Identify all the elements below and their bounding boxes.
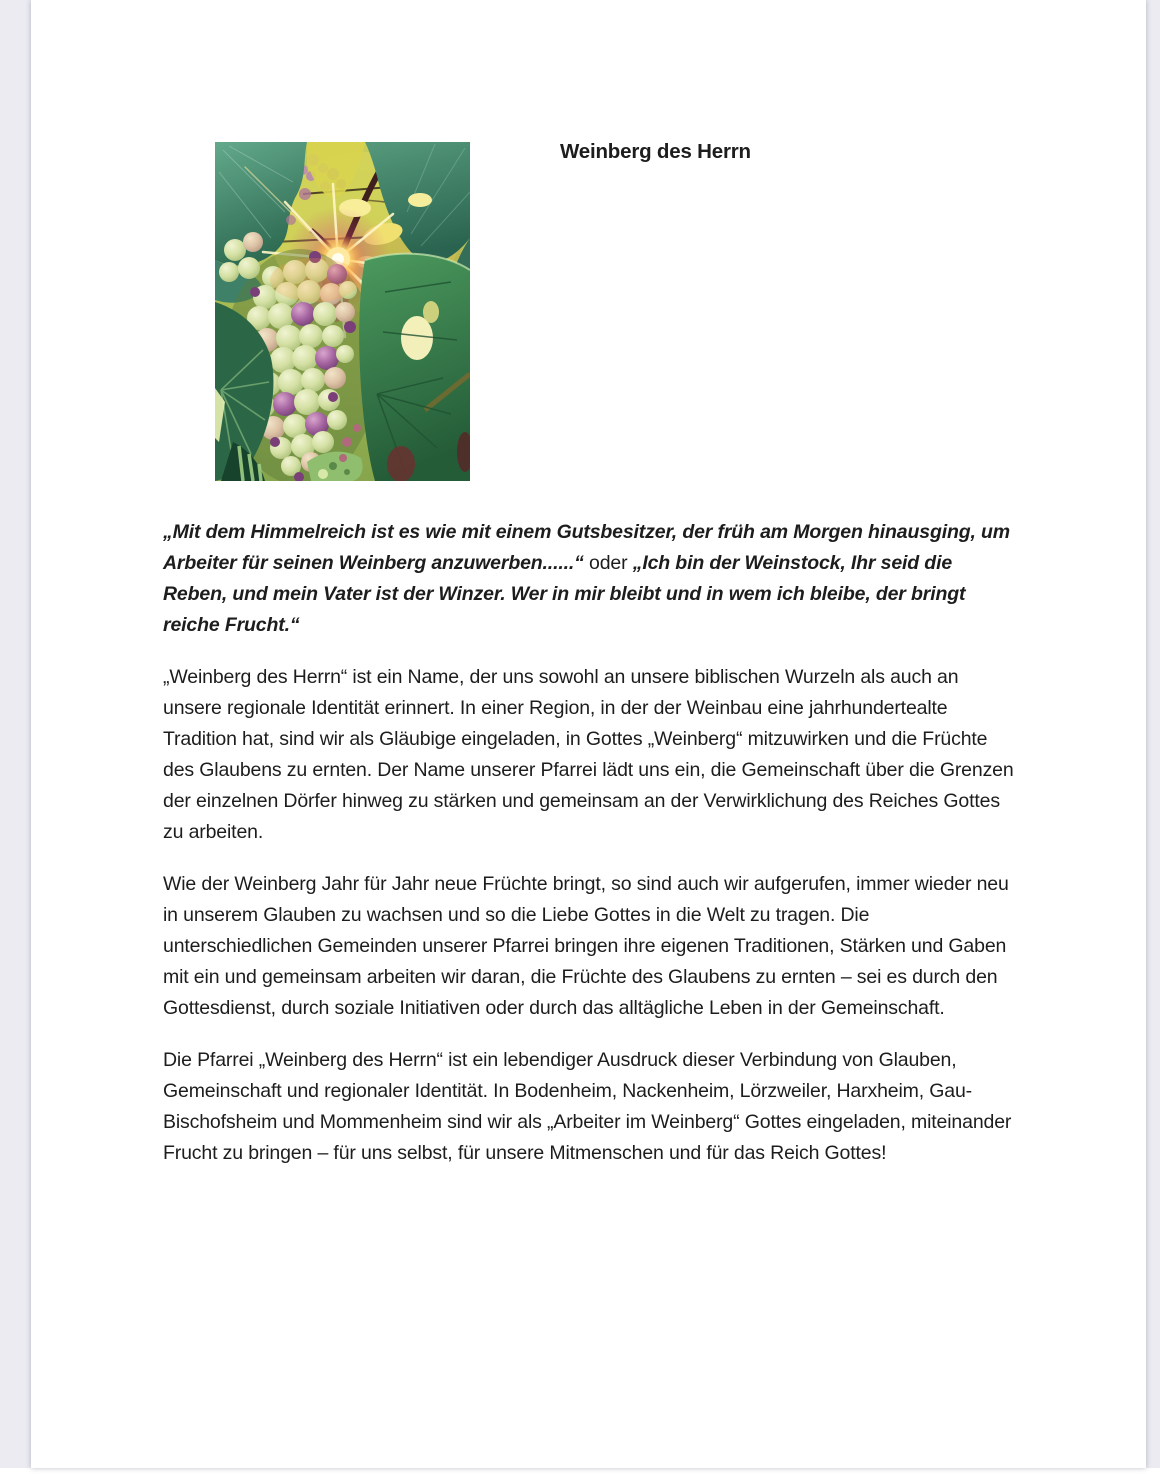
document-page: [31, 0, 1146, 1468]
body-paragraph-2: Wie der Weinberg Jahr für Jahr neue Früchte bringt, so sind auch wir aufgerufen, immer wieder neu in unserem Glauben zu wachsen und so die Liebe Gottes in die Welt zu tragen. Die unterschiedlichen Gemeinden unserer Pfarrei bringen ihre eigenen Traditionen, Stärken und Gaben mit ein und gemeinsam arbeiten wir daran, die Früchte des Glaubens zu ernten – sei es durch den Gottesdienst, durch soziale Initiativen oder durch das alltägliche Leben in der Gemeinschaft.: [163, 873, 1009, 1019]
body-paragraph-1: „Weinberg des Herrn“ ist ein Name, der uns sowohl an unsere biblischen Wurzeln als auch an unsere regionale Identität erinnert. In einer Region, in der der Weinbau eine jahrhundertealte Tradition hat, sind wir als Gläubige eingeladen, in Gottes „Weinberg“ mitzuwirken und die Früchte des Glaubens zu ernten. Der Name unserer Pfarrei lädt uns ein, die Gemeinschaft über die Grenzen der einzelnen Dörfer hinweg zu stärken und gemeinsam an der Verwirklichung des Reiches Gottes zu arbeiten.: [163, 666, 1014, 843]
quote-part-1: „Mit dem Himmelreich ist es wie mit einem Gutsbesitzer, der früh am Morgen hinausging, um Arbeiter für seinen Weinberg anzuwerben......“: [163, 521, 1010, 574]
quote-part-2: „Ich bin der Weinstock, Ihr seid die Reben, und mein Vater ist der Winzer. Wer in mir bleibt und in wem ich bleibe, der bringt reiche Frucht.“: [163, 552, 966, 636]
vineyard-grapes-photo: [215, 142, 470, 481]
quote-connector: oder: [583, 552, 633, 574]
document-header: [163, 140, 1014, 482]
document-content: [31, 0, 1146, 1169]
document-body: [163, 517, 1014, 1169]
document-title: Weinberg des Herrn: [560, 140, 751, 163]
grapes-sunburst-graphic: [215, 142, 470, 481]
body-paragraph-3: Die Pfarrei „Weinberg des Herrn“ ist ein lebendiger Ausdruck dieser Verbindung von Glauben, Gemeinschaft und regionaler Identität. In Bodenheim, Nackenheim, Lörzweiler, Harxheim, Gau-Bischofsheim und Mommenheim sind wir als „Arbeiter im Weinberg“ Gottes eingeladen, miteinander Frucht zu bringen – für uns selbst, für unsere Mitmenschen und für das Reich Gottes!: [163, 1049, 1012, 1164]
quote-paragraph: [163, 517, 1014, 641]
